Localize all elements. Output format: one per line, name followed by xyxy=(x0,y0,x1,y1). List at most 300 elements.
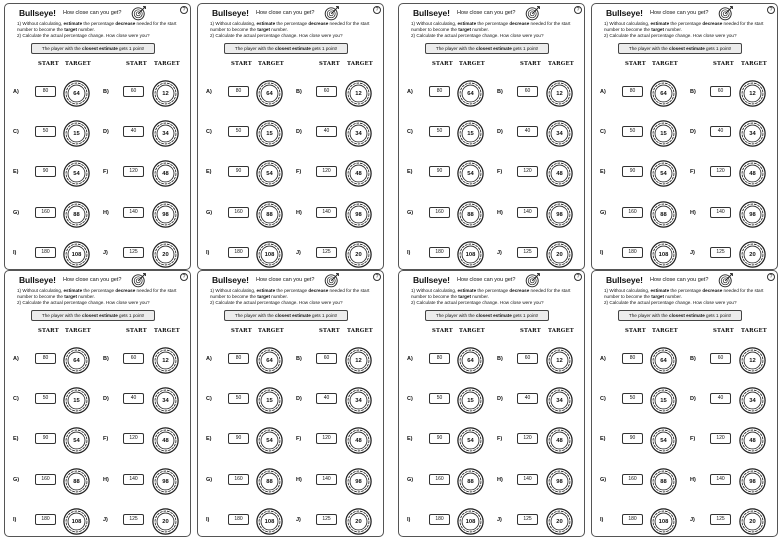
target-number: 48 xyxy=(556,170,563,177)
worksheet-title: Bullseye! xyxy=(212,8,249,18)
question-label: J) xyxy=(103,517,108,523)
target-number: 12 xyxy=(162,357,169,364)
target-bullseye xyxy=(739,347,766,374)
target-bullseye xyxy=(152,468,179,495)
start-number-box xyxy=(710,126,731,137)
start-number: 90 xyxy=(42,435,49,441)
question-label: C) xyxy=(407,396,413,402)
start-number: 140 xyxy=(129,476,138,482)
question-label: A) xyxy=(13,356,19,362)
target-bullseye xyxy=(546,468,573,495)
start-number: 125 xyxy=(129,516,138,522)
start-number: 160 xyxy=(435,476,444,482)
start-number-box xyxy=(517,474,538,485)
start-number-box xyxy=(429,393,450,404)
start-number: 180 xyxy=(234,249,243,255)
target-number: 64 xyxy=(73,90,80,97)
target-bullseye xyxy=(152,160,179,187)
target-arrow-icon xyxy=(525,5,541,21)
column-header-target: TARGET xyxy=(347,328,373,334)
start-number: 120 xyxy=(716,435,725,441)
target-bullseye xyxy=(650,80,677,107)
start-number-box xyxy=(123,86,144,97)
instruction-text: 1) Without calculating, xyxy=(17,288,64,293)
instruction-bold: decrease xyxy=(308,288,329,293)
instruction-step-2: 2) Calculate the actual percentage change. How close were you? xyxy=(210,33,343,38)
question-label: D) xyxy=(690,396,696,402)
start-number-box xyxy=(517,393,538,404)
instruction-text: number. xyxy=(270,294,288,299)
instruction-text: 1) Without calculating, xyxy=(411,288,458,293)
corner-badge: ? xyxy=(767,6,775,14)
target-number: 15 xyxy=(660,397,667,404)
worksheet-card xyxy=(4,3,191,270)
start-number: 50 xyxy=(629,128,636,134)
start-number: 90 xyxy=(629,435,636,441)
rule-bold: closest estimate xyxy=(669,46,705,51)
target-number: 20 xyxy=(355,251,362,258)
rule-text: gets 1 point! xyxy=(117,313,145,318)
column-header-start: START xyxy=(319,328,340,334)
question-label: I) xyxy=(206,250,210,256)
question-label: H) xyxy=(296,477,302,483)
start-number-box xyxy=(622,247,643,258)
worksheet-card xyxy=(4,270,191,537)
target-bullseye xyxy=(152,347,179,374)
question-label: B) xyxy=(690,356,696,362)
start-number: 140 xyxy=(523,209,532,215)
start-number-box xyxy=(710,247,731,258)
target-bullseye xyxy=(546,347,573,374)
start-number-box xyxy=(123,433,144,444)
target-number: 54 xyxy=(660,437,667,444)
instruction-bold: estimate xyxy=(650,21,670,26)
target-bullseye xyxy=(256,347,283,374)
start-number: 125 xyxy=(523,249,532,255)
rule-text: gets 1 point! xyxy=(511,46,539,51)
question-label: F) xyxy=(690,436,696,442)
instruction-step-1 xyxy=(604,288,774,300)
start-number-box xyxy=(316,514,337,525)
target-number: 108 xyxy=(658,251,669,258)
instruction-text: needed for the start number to become the xyxy=(604,21,764,32)
target-number: 15 xyxy=(73,130,80,137)
question-label: I) xyxy=(407,517,411,523)
instruction-text: 1) Without calculating, xyxy=(411,21,458,26)
rule-text: gets 1 point! xyxy=(511,313,539,318)
start-number: 120 xyxy=(523,435,532,441)
question-label: D) xyxy=(296,396,302,402)
target-bullseye xyxy=(546,201,573,228)
question-label: J) xyxy=(103,250,108,256)
target-bullseye xyxy=(650,241,677,268)
instruction-text: the percentage xyxy=(82,288,116,293)
question-label: G) xyxy=(13,210,20,216)
column-header-target: TARGET xyxy=(347,61,373,67)
instruction-step-1 xyxy=(210,21,380,33)
start-number: 60 xyxy=(323,88,330,94)
column-header-target: TARGET xyxy=(65,328,91,334)
question-label: J) xyxy=(497,250,502,256)
target-number: 108 xyxy=(658,518,669,525)
instruction-text: number. xyxy=(664,27,682,32)
start-number-box xyxy=(123,353,144,364)
start-number: 160 xyxy=(234,476,243,482)
start-number-box xyxy=(710,474,731,485)
worksheet-subtitle: How close can you get? xyxy=(63,277,122,283)
instruction-bold: target xyxy=(64,27,78,32)
start-number-box xyxy=(517,207,538,218)
target-number: 34 xyxy=(355,397,362,404)
target-bullseye xyxy=(63,468,90,495)
rule-bold: closest estimate xyxy=(476,313,512,318)
start-number-box xyxy=(316,207,337,218)
rule-text: gets 1 point! xyxy=(310,46,338,51)
target-number: 54 xyxy=(660,170,667,177)
instructions xyxy=(411,21,581,39)
target-number: 98 xyxy=(355,211,362,218)
column-header-target: TARGET xyxy=(65,61,91,67)
scoring-rule-box xyxy=(618,43,742,54)
start-number-box xyxy=(123,247,144,258)
instruction-text: the percentage xyxy=(476,21,510,26)
start-number-box xyxy=(35,207,56,218)
target-number: 20 xyxy=(556,518,563,525)
scoring-rule-box xyxy=(224,310,348,321)
column-header-target: TARGET xyxy=(154,328,180,334)
question-label: B) xyxy=(296,89,302,95)
target-number: 54 xyxy=(73,437,80,444)
instruction-step-2: 2) Calculate the actual percentage change. How close were you? xyxy=(411,33,544,38)
instruction-step-2: 2) Calculate the actual percentage change. How close were you? xyxy=(17,33,150,38)
start-number-box xyxy=(228,393,249,404)
worksheet-subtitle: How close can you get? xyxy=(650,277,709,283)
column-header-target: TARGET xyxy=(741,61,767,67)
worksheet-subtitle: How close can you get? xyxy=(63,10,122,16)
worksheet-card xyxy=(197,3,384,270)
target-bullseye xyxy=(457,468,484,495)
start-number-box xyxy=(710,166,731,177)
target-bullseye xyxy=(546,427,573,454)
question-label: A) xyxy=(206,89,212,95)
question-label: E) xyxy=(206,169,212,175)
target-bullseye xyxy=(63,160,90,187)
column-header-start: START xyxy=(520,328,541,334)
target-bullseye xyxy=(345,241,372,268)
instructions xyxy=(604,288,774,306)
question-label: I) xyxy=(407,250,411,256)
instruction-step-2: 2) Calculate the actual percentage change. How close were you? xyxy=(17,300,150,305)
target-arrow-icon xyxy=(718,272,734,288)
start-number-box xyxy=(123,126,144,137)
column-header-start: START xyxy=(126,328,147,334)
instruction-text: needed for the start number to become the xyxy=(604,288,764,299)
instruction-bold: target xyxy=(458,27,472,32)
worksheet-subtitle: How close can you get? xyxy=(457,277,516,283)
target-bullseye xyxy=(546,241,573,268)
target-number: 20 xyxy=(556,251,563,258)
instruction-text: the percentage xyxy=(275,21,309,26)
question-label: G) xyxy=(206,477,213,483)
target-number: 15 xyxy=(467,397,474,404)
target-number: 108 xyxy=(264,518,275,525)
target-number: 48 xyxy=(162,170,169,177)
start-number-box xyxy=(35,433,56,444)
scoring-rule-box xyxy=(425,310,549,321)
target-bullseye xyxy=(63,347,90,374)
start-number: 40 xyxy=(130,395,137,401)
instructions xyxy=(210,21,380,39)
instruction-text: needed for the start number to become the xyxy=(210,288,370,299)
instruction-text: the percentage xyxy=(82,21,116,26)
target-number: 48 xyxy=(556,437,563,444)
target-bullseye xyxy=(256,387,283,414)
target-number: 20 xyxy=(162,251,169,258)
question-label: C) xyxy=(407,129,413,135)
start-number-box xyxy=(228,433,249,444)
start-number-box xyxy=(622,474,643,485)
target-bullseye xyxy=(345,347,372,374)
target-bullseye xyxy=(256,508,283,535)
target-bullseye xyxy=(152,387,179,414)
target-bullseye xyxy=(739,160,766,187)
question-label: H) xyxy=(103,477,109,483)
target-bullseye xyxy=(546,80,573,107)
start-number: 140 xyxy=(322,476,331,482)
target-number: 12 xyxy=(556,90,563,97)
target-bullseye xyxy=(546,120,573,147)
question-label: E) xyxy=(206,436,212,442)
target-number: 54 xyxy=(266,437,273,444)
column-header-start: START xyxy=(432,328,453,334)
scoring-rule-box xyxy=(31,43,155,54)
worksheet-card xyxy=(398,3,585,270)
target-number: 20 xyxy=(162,518,169,525)
target-number: 20 xyxy=(749,518,756,525)
question-label: A) xyxy=(600,356,606,362)
rule-text: The player with the xyxy=(628,313,670,318)
target-number: 12 xyxy=(556,357,563,364)
rule-text: The player with the xyxy=(628,46,670,51)
start-number-box xyxy=(429,353,450,364)
target-bullseye xyxy=(739,468,766,495)
target-number: 88 xyxy=(660,211,667,218)
start-number-box xyxy=(710,393,731,404)
target-number: 98 xyxy=(162,211,169,218)
start-number-box xyxy=(228,166,249,177)
instruction-bold: decrease xyxy=(702,288,723,293)
question-label: B) xyxy=(497,89,503,95)
target-number: 88 xyxy=(467,211,474,218)
start-number-box xyxy=(35,474,56,485)
instruction-bold: estimate xyxy=(256,288,276,293)
target-number: 12 xyxy=(355,357,362,364)
start-number: 125 xyxy=(716,516,725,522)
start-number-box xyxy=(35,353,56,364)
target-bullseye xyxy=(256,241,283,268)
start-number: 60 xyxy=(524,355,531,361)
start-number-box xyxy=(35,86,56,97)
column-header-target: TARGET xyxy=(459,328,485,334)
instruction-step-2: 2) Calculate the actual percentage change. How close were you? xyxy=(210,300,343,305)
worksheet-title: Bullseye! xyxy=(606,275,643,285)
corner-badge: ? xyxy=(574,273,582,281)
target-number: 15 xyxy=(660,130,667,137)
target-number: 34 xyxy=(355,130,362,137)
target-bullseye xyxy=(739,241,766,268)
start-number: 50 xyxy=(42,128,49,134)
target-bullseye xyxy=(152,120,179,147)
question-label: B) xyxy=(690,89,696,95)
start-number: 80 xyxy=(42,355,49,361)
target-number: 54 xyxy=(467,170,474,177)
target-number: 12 xyxy=(162,90,169,97)
column-header-target: TARGET xyxy=(548,328,574,334)
question-label: B) xyxy=(296,356,302,362)
target-number: 20 xyxy=(749,251,756,258)
question-label: E) xyxy=(13,169,19,175)
target-bullseye xyxy=(650,387,677,414)
column-header-start: START xyxy=(713,61,734,67)
start-number: 50 xyxy=(436,128,443,134)
target-bullseye xyxy=(345,508,372,535)
instruction-text: the percentage xyxy=(669,21,703,26)
target-number: 88 xyxy=(73,478,80,485)
column-header-start: START xyxy=(520,61,541,67)
start-number-box xyxy=(35,247,56,258)
start-number-box xyxy=(622,514,643,525)
start-number: 60 xyxy=(323,355,330,361)
target-number: 98 xyxy=(556,211,563,218)
start-number-box xyxy=(517,247,538,258)
instruction-text: 1) Without calculating, xyxy=(604,21,651,26)
worksheet-card xyxy=(398,270,585,537)
question-label: F) xyxy=(497,169,503,175)
question-label: J) xyxy=(296,517,301,523)
target-number: 64 xyxy=(660,90,667,97)
start-number: 160 xyxy=(41,476,50,482)
target-arrow-icon xyxy=(131,5,147,21)
question-label: B) xyxy=(103,89,109,95)
start-number: 120 xyxy=(129,435,138,441)
target-bullseye xyxy=(739,120,766,147)
target-number: 15 xyxy=(73,397,80,404)
target-bullseye xyxy=(457,387,484,414)
rule-bold: closest estimate xyxy=(669,313,705,318)
instructions xyxy=(17,288,187,306)
target-bullseye xyxy=(457,120,484,147)
column-header-target: TARGET xyxy=(741,328,767,334)
instruction-text: the percentage xyxy=(275,288,309,293)
instruction-bold: target xyxy=(257,294,271,299)
instruction-bold: estimate xyxy=(63,21,83,26)
target-bullseye xyxy=(457,427,484,454)
target-bullseye xyxy=(63,120,90,147)
question-label: C) xyxy=(600,396,606,402)
rule-text: The player with the xyxy=(234,313,276,318)
question-label: D) xyxy=(497,129,503,135)
question-label: C) xyxy=(206,396,212,402)
instruction-text: number. xyxy=(471,294,489,299)
instruction-step-2: 2) Calculate the actual percentage change. How close were you? xyxy=(604,300,737,305)
start-number: 40 xyxy=(524,128,531,134)
target-number: 98 xyxy=(749,478,756,485)
question-label: I) xyxy=(13,517,17,523)
target-bullseye xyxy=(546,387,573,414)
target-bullseye xyxy=(256,427,283,454)
start-number: 140 xyxy=(322,209,331,215)
start-number: 160 xyxy=(234,209,243,215)
rule-text: gets 1 point! xyxy=(704,313,732,318)
scoring-rule-box xyxy=(425,43,549,54)
target-number: 48 xyxy=(355,437,362,444)
rule-text: The player with the xyxy=(41,46,83,51)
column-header-start: START xyxy=(625,328,646,334)
column-header-start: START xyxy=(625,61,646,67)
start-number: 180 xyxy=(628,249,637,255)
question-label: H) xyxy=(690,210,696,216)
target-bullseye xyxy=(345,80,372,107)
worksheet-title: Bullseye! xyxy=(19,275,56,285)
start-number: 80 xyxy=(436,355,443,361)
start-number: 180 xyxy=(435,516,444,522)
instruction-step-1 xyxy=(17,288,187,300)
start-number-box xyxy=(622,166,643,177)
target-number: 34 xyxy=(556,397,563,404)
target-number: 12 xyxy=(355,90,362,97)
start-number-box xyxy=(429,166,450,177)
start-number-box xyxy=(123,393,144,404)
start-number: 120 xyxy=(322,435,331,441)
target-bullseye xyxy=(739,387,766,414)
instructions xyxy=(210,288,380,306)
question-label: F) xyxy=(296,169,302,175)
corner-badge: ? xyxy=(373,273,381,281)
start-number-box xyxy=(228,353,249,364)
instruction-bold: target xyxy=(257,27,271,32)
start-number-box xyxy=(123,514,144,525)
instruction-text: needed for the start number to become the xyxy=(17,288,177,299)
question-label: C) xyxy=(13,396,19,402)
target-number: 88 xyxy=(660,478,667,485)
target-bullseye xyxy=(739,427,766,454)
instruction-bold: estimate xyxy=(457,21,477,26)
target-number: 108 xyxy=(264,251,275,258)
target-bullseye xyxy=(739,508,766,535)
start-number-box xyxy=(517,126,538,137)
question-label: F) xyxy=(497,436,503,442)
instruction-text: number. xyxy=(77,27,95,32)
start-number: 160 xyxy=(628,476,637,482)
corner-badge: ? xyxy=(574,6,582,14)
worksheet-card xyxy=(591,270,778,537)
instruction-step-2: 2) Calculate the actual percentage change. How close were you? xyxy=(411,300,544,305)
target-number: 48 xyxy=(749,170,756,177)
start-number-box xyxy=(710,86,731,97)
rule-bold: closest estimate xyxy=(275,313,311,318)
question-label: A) xyxy=(13,89,19,95)
target-arrow-icon xyxy=(718,5,734,21)
start-number-box xyxy=(123,474,144,485)
target-number: 15 xyxy=(266,397,273,404)
start-number: 160 xyxy=(628,209,637,215)
instruction-bold: decrease xyxy=(115,288,136,293)
column-header-start: START xyxy=(319,61,340,67)
start-number: 50 xyxy=(436,395,443,401)
start-number-box xyxy=(228,86,249,97)
target-bullseye xyxy=(256,201,283,228)
instruction-step-2: 2) Calculate the actual percentage change. How close were you? xyxy=(604,33,737,38)
